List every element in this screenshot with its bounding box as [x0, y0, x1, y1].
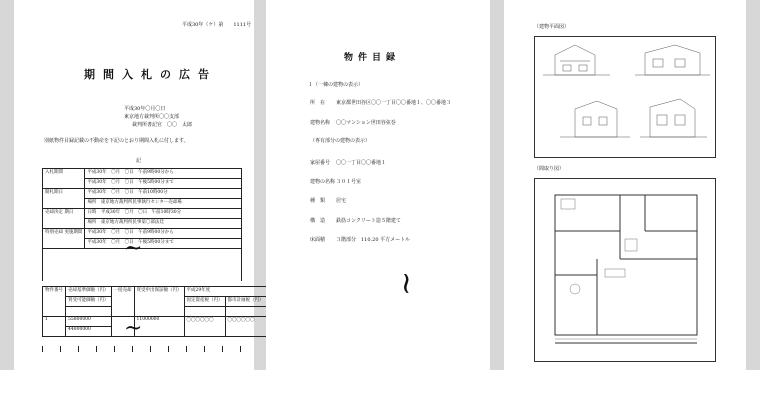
omission-mark: ~: [124, 316, 143, 341]
table-side-rule: [42, 241, 43, 281]
elevation-drawings-image: [535, 37, 715, 157]
viewer-gutter-2: [490, 0, 504, 370]
field-label: 建物の名称: [310, 179, 336, 185]
table-row: 場所 東京地方裁判所民事執行センター売却場: [43, 199, 242, 209]
viewer-gutter-right: [746, 0, 760, 370]
intro-text: 別紙物件目録記載の不動産を下記のとおり期間入札に付します。: [44, 138, 189, 144]
floorplan-label: （間取り図）: [534, 166, 565, 172]
document-page-3[interactable]: [504, 8, 746, 368]
field-value: 〇〇一丁目〇〇番地１: [336, 160, 387, 166]
elevation-drawings: [534, 36, 716, 158]
document-page-2[interactable]: [266, 8, 490, 368]
field-label: 家屋番号: [310, 160, 331, 166]
section-heading: （専有部分の建物の表示）: [310, 138, 371, 144]
table-row: 入札期間 平成30年 〇月 〇日 午前9時00分から: [43, 169, 242, 179]
schedule-label: 売却決定 期日: [43, 209, 85, 229]
table-row: 平成30年 〇月 〇日 午後5時00分まで: [43, 239, 242, 249]
field-label: 種 類: [310, 198, 326, 204]
case-number: 平成30年（ケ）第 1111号: [182, 22, 252, 28]
schedule-label: 開札期日: [43, 189, 85, 209]
notice-date: 平成30年〇月〇日: [124, 106, 166, 112]
table-row: 特別売却 実施期間 平成30年 〇月 〇日 午前9時00分から: [43, 229, 242, 239]
table-row: 開札期日 平成30年 〇月 〇日 午前10時00分: [43, 189, 242, 199]
section-heading: １（一棟の建物の表示）: [308, 82, 364, 88]
table-row: 1 55800000 11000000 〇〇〇〇〇〇 〇〇〇〇〇〇: [43, 317, 267, 327]
ki-heading: 記: [136, 158, 142, 164]
field-label: 所 在: [310, 100, 326, 106]
document-page-1[interactable]: [14, 8, 264, 368]
floorplan-drawing: [534, 178, 716, 362]
table-row: 買受可能価額（円） 固定資産税（円） 都市計画税（円）: [43, 297, 267, 307]
page-title: 物件目録: [344, 53, 401, 63]
schedule-label: 特別売却 実施期間: [43, 229, 85, 249]
elevation-label: （建物平面図）: [534, 24, 570, 30]
bottom-ruler: [42, 346, 242, 352]
table-row: 場所 東京地方裁判所民事第〇部法廷: [43, 219, 242, 229]
field-value: 〇〇マンション世田谷弦巻: [336, 120, 396, 126]
field-value: 鉄筋コンクリート造５階建て: [336, 218, 401, 224]
table-row: 平成30年 〇月 〇日 午後5時00分まで: [43, 179, 242, 189]
table-side-rule: [241, 241, 242, 281]
table-row: 売却決定 期日 日時 平成30年 〇月 〇日 午前10時30分: [43, 209, 242, 219]
table-row: 物件番号 売却基準価額（円） 一括売却 買受申出保証額（円） 平成29年度: [43, 287, 267, 297]
price-table: [42, 286, 267, 337]
field-value: 東京都世田谷区〇〇一丁目〇〇番地１、〇〇番地３: [336, 100, 452, 106]
table-row: 44800000: [43, 327, 267, 337]
court-name: 東京地方裁判所〇〇支部: [124, 114, 180, 120]
page-title: 期間入札の広告: [84, 68, 217, 81]
field-label: 建物名称: [310, 120, 331, 126]
schedule-label: 入札期間: [43, 169, 85, 189]
field-value: ３階部分 110.20 平方メートル: [336, 237, 411, 243]
omission-mark: ~: [389, 270, 425, 297]
floorplan-image: [535, 179, 715, 361]
field-value: ３０１号室: [336, 179, 362, 185]
field-label: 床面積: [310, 237, 326, 243]
omission-mark: ~: [124, 236, 143, 261]
viewer-gutter-left: [0, 0, 14, 370]
field-value: 居宅: [336, 198, 347, 204]
field-label: 構 造: [310, 218, 326, 224]
clerk-name: 裁判所書記官 〇〇 太郎: [132, 122, 193, 128]
